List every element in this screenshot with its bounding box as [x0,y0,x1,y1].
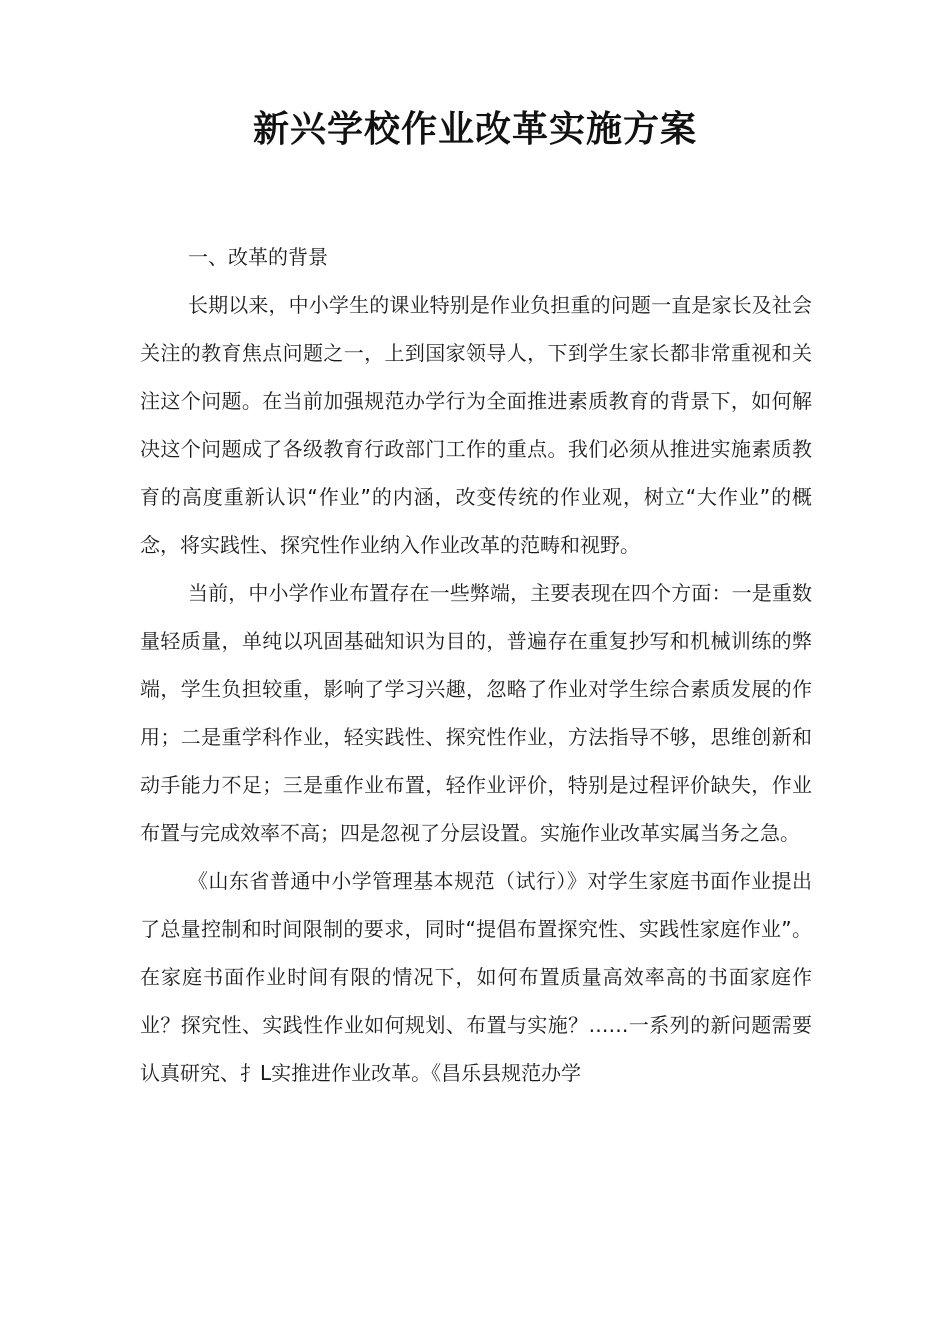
section-heading: 一、改革的背景 [188,245,328,269]
paragraph: 《山东省普通中小学管理基本规范（试行）》对学生家庭书面作业提出了总量控制和时间限制的要求，同时“提倡布置探究性、实践性家庭作业”。在家庭书面作业时间有限的情况下，如何布置质量高效率高的书面家庭作业？探究性、实践性作业如何规划、布置与实施？……一系列的新问题需要认真研究、扌L实推进作业改革。《昌乐县规范办学 [140,869,812,1085]
paragraph: 当前，中小学作业布置存在一些弊端，主要表现在四个方面：一是重数量轻质量，单纯以巩固基础知识为目的，普遍存在重复抄写和机械训练的弊端，学生负担较重，影响了学习兴趣，忽略了作业对学生综合素质发展的作用；二是重学科作业，轻实践性、探究性作业，方法指导不够，思维创新和动手能力不足；三是重作业布置，轻作业评价，特别是过程评价缺失，作业布置与完成效率不高；四是忽视了分层设置。实施作业改革实属当务之急。 [140,581,812,845]
paragraph: 长期以来，中小学生的课业特别是作业负担重的问题一直是家长及社会关注的教育焦点问题之一，上到国家领导人，下到学生家长都非常重视和关注这个问题。在当前加强规范办学行为全面推进素质教育的背景下，如何解决这个问题成了各级教育行政部门工作的重点。我们必须从推进实施素质教育的高度重新认识“作业”的内涵，改变传统的作业观，树立“大作业”的概念，将实践性、探究性作业纳入作业改革的范畴和视野。 [140,293,812,557]
document-title: 新兴学校作业改革实施方案 [252,109,697,150]
document-body [140,233,812,1097]
